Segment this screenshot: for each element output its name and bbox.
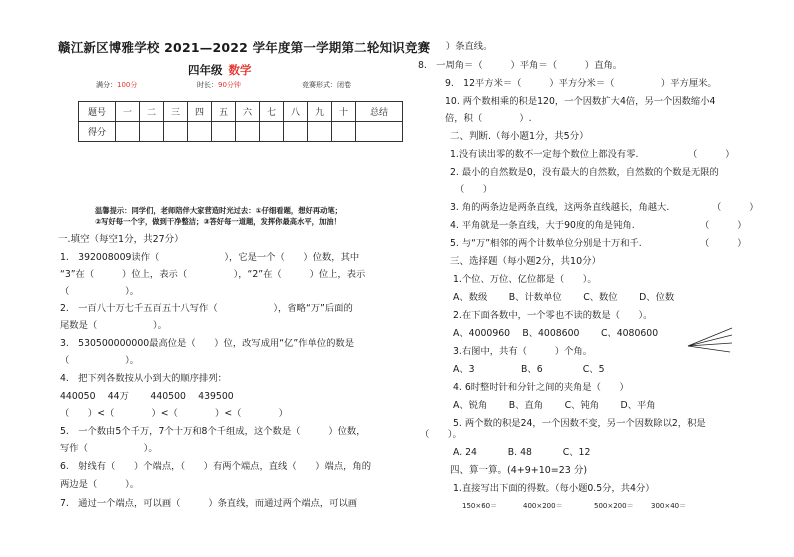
judge-5-answer[interactable]: （ ）	[700, 238, 747, 249]
choice-3: 3.右图中，共有（ ）个角。	[453, 346, 593, 357]
score-input-cell[interactable]	[236, 122, 260, 142]
choice-4-options: A、锐角 B、直角 C、钝角 D、平角	[453, 400, 656, 411]
question-9: 9. 12平方米＝（ ）平方分米＝（ ）平方厘米。	[445, 78, 717, 89]
question-2a: 2. 一百八十万七千五百五十八写作（ ），省略“万”后面的	[60, 303, 353, 314]
calc-item: 150×60＝	[462, 502, 498, 510]
score-input-cell[interactable]	[188, 122, 212, 142]
choice-2-options: A、4000960 B、4008600 C、4080600	[453, 328, 659, 339]
notice	[95, 205, 395, 227]
judge-2a: 2. 最小的自然数是0，没有最大的自然数，自然数的个数是无限的	[450, 167, 719, 178]
question-5b: 写作（ ）。	[60, 443, 158, 454]
score-table-header-row	[79, 102, 403, 122]
question-2b: 尾数是（ ）。	[60, 320, 167, 331]
question-6b: 两边是（ ）。	[60, 479, 140, 490]
choice-3-options: A、3 B、6 C、5	[453, 364, 605, 375]
question-3a: 3. 530500000000最高位是（ ）位，改写成用“亿”作单位的数是	[60, 338, 355, 349]
judge-1-answer[interactable]: （ ）	[688, 149, 735, 160]
question-7-cont: （ ）条直线。	[418, 41, 493, 52]
full-score-value: 100分	[117, 81, 138, 89]
judge-3-answer[interactable]: （ ）	[712, 202, 759, 213]
score-input-cell[interactable]	[260, 122, 284, 142]
question-4: 4. 把下列各数按从小到大的顺序排列：	[60, 373, 227, 384]
angle-figure-icon	[686, 324, 734, 354]
calc-item: 300×40＝	[651, 502, 687, 510]
score-cell: 一	[116, 102, 140, 122]
judge-1: 1.没有读出零的数不一定每个数位上都没有零.	[450, 149, 639, 160]
score-table	[78, 101, 403, 142]
notice-label: 温馨提示：	[95, 206, 132, 215]
score-input-cell[interactable]	[284, 122, 308, 142]
choice-1: 1.个位、万位、亿位都是（ ）。	[453, 274, 597, 285]
judge-4: 4. 平角就是一条直线，大于90度的角是钝角.	[450, 220, 635, 231]
full-score-label: 满分：	[96, 81, 117, 89]
section2-title: 二、判断.（每小题1分，共5分）	[450, 131, 589, 142]
score-cell: 四	[188, 102, 212, 122]
score-input-cell[interactable]	[356, 122, 403, 142]
score-cell: 六	[236, 102, 260, 122]
score-cell: 二	[140, 102, 164, 122]
question-3b: （ ）。	[60, 355, 140, 366]
score-input-cell[interactable]	[164, 122, 188, 142]
exam-title: 赣江新区博雅学校 2021—2022 学年度第一学期第二轮知识竞赛	[58, 40, 431, 55]
question-4-order: （ ）<（ ）<（ ）<（ ）	[60, 408, 288, 419]
question-8: 8. 一周角＝（ ）平角＝（ ）直角。	[418, 60, 623, 71]
question-4-numbers: 440050 44万 440500 439500	[60, 391, 234, 402]
duration	[197, 80, 241, 90]
score-cell: 九	[308, 102, 332, 122]
score-cell: 五	[212, 102, 236, 122]
score-input-cell[interactable]	[332, 122, 356, 142]
score-cell: 总结	[356, 102, 403, 122]
choice-2: 2.在下面各数中，一个零也不读的数是（ ）。	[453, 310, 653, 321]
question-1c: （ ）。	[60, 286, 140, 297]
full-score	[96, 80, 137, 90]
question-10b: 倍，积（ ）.	[445, 113, 532, 124]
choice-5b: （ ）。	[420, 429, 462, 440]
score-cell: 题号	[79, 102, 116, 122]
score-cell: 十	[332, 102, 356, 122]
duration-label: 时长：	[197, 81, 218, 89]
question-1b: “3”在（ ）位上，表示（ ），“2”在（ ）位上，表示	[60, 269, 366, 280]
choice-4: 4. 6时整时针和分针之间的夹角是（ ）	[453, 382, 629, 393]
calc-item: 500×200＝	[594, 502, 634, 510]
question-6a: 6. 射线有（ ）个端点，（ ）有两个端点，直线（ ）端点，角的	[60, 461, 372, 472]
notice-line1: 同学们，老师陪伴大家营造时光过去：①仔细看题，想好再动笔；	[131, 206, 342, 215]
section1-title: 一.填空（每空1分，共27分）	[58, 234, 184, 245]
score-cell: 七	[260, 102, 284, 122]
score-table-score-row	[79, 122, 403, 142]
choice-5a: 5. 两个数的积是24，一个因数不变，另一个因数除以2，积是	[453, 418, 706, 429]
section4-title: 四、算一算。(4+9+10=23 分)	[450, 465, 588, 476]
notice-line2: ②写好每一个字，做到干净整洁；③答好每一道题，发挥你最高水平，加油！	[95, 217, 341, 226]
question-7: 7. 通过一个端点，可以画（ ）条直线，而通过两个端点，可以画	[60, 498, 358, 509]
choice-5-options: A. 24 B. 48 C、12	[453, 447, 591, 458]
question-1a: 1. 392008009读作（ ），它是一个（ ）位数，其中	[60, 252, 360, 263]
exam-subtitle	[188, 62, 252, 78]
score-cell: 八	[284, 102, 308, 122]
score-input-cell[interactable]	[140, 122, 164, 142]
question-10a: 10. 两个数相乘的积是120，一个因数扩大4倍，另一个因数缩小4	[445, 96, 716, 107]
score-input-cell[interactable]	[212, 122, 236, 142]
score-cell: 三	[164, 102, 188, 122]
question-5a: 5. 一个数由5个千万，7个十万和8个千组成，这个数是（ ）位数，	[60, 426, 366, 437]
judge-2-answer[interactable]: （ ）	[455, 184, 493, 195]
subject-label: 数学	[228, 63, 252, 77]
duration-value: 90分钟	[218, 81, 241, 89]
calc-item: 400×200＝	[523, 502, 563, 510]
judge-5: 5. 与“万”相邻的两个计数单位分别是十万和千.	[450, 238, 642, 249]
calc-intro: 1.直接写出下面的得数。（每小题0.5分，共4分）	[453, 483, 655, 494]
choice-1-options: A、数级 B、计数单位 C、数位 D、位数	[453, 292, 675, 303]
score-input-cell[interactable]	[116, 122, 140, 142]
section3-title: 三、选择题（每小题2分，共10分）	[450, 256, 602, 267]
score-row-label: 得分	[79, 122, 116, 142]
judge-3: 3. 角的两条边是两条直线，这两条直线越长，角越大.	[450, 202, 670, 213]
score-input-cell[interactable]	[308, 122, 332, 142]
exam-form: 竞赛形式：闭卷	[302, 81, 351, 89]
grade-label: 四年级	[188, 63, 223, 77]
judge-4-answer[interactable]: （ ）	[700, 220, 747, 231]
